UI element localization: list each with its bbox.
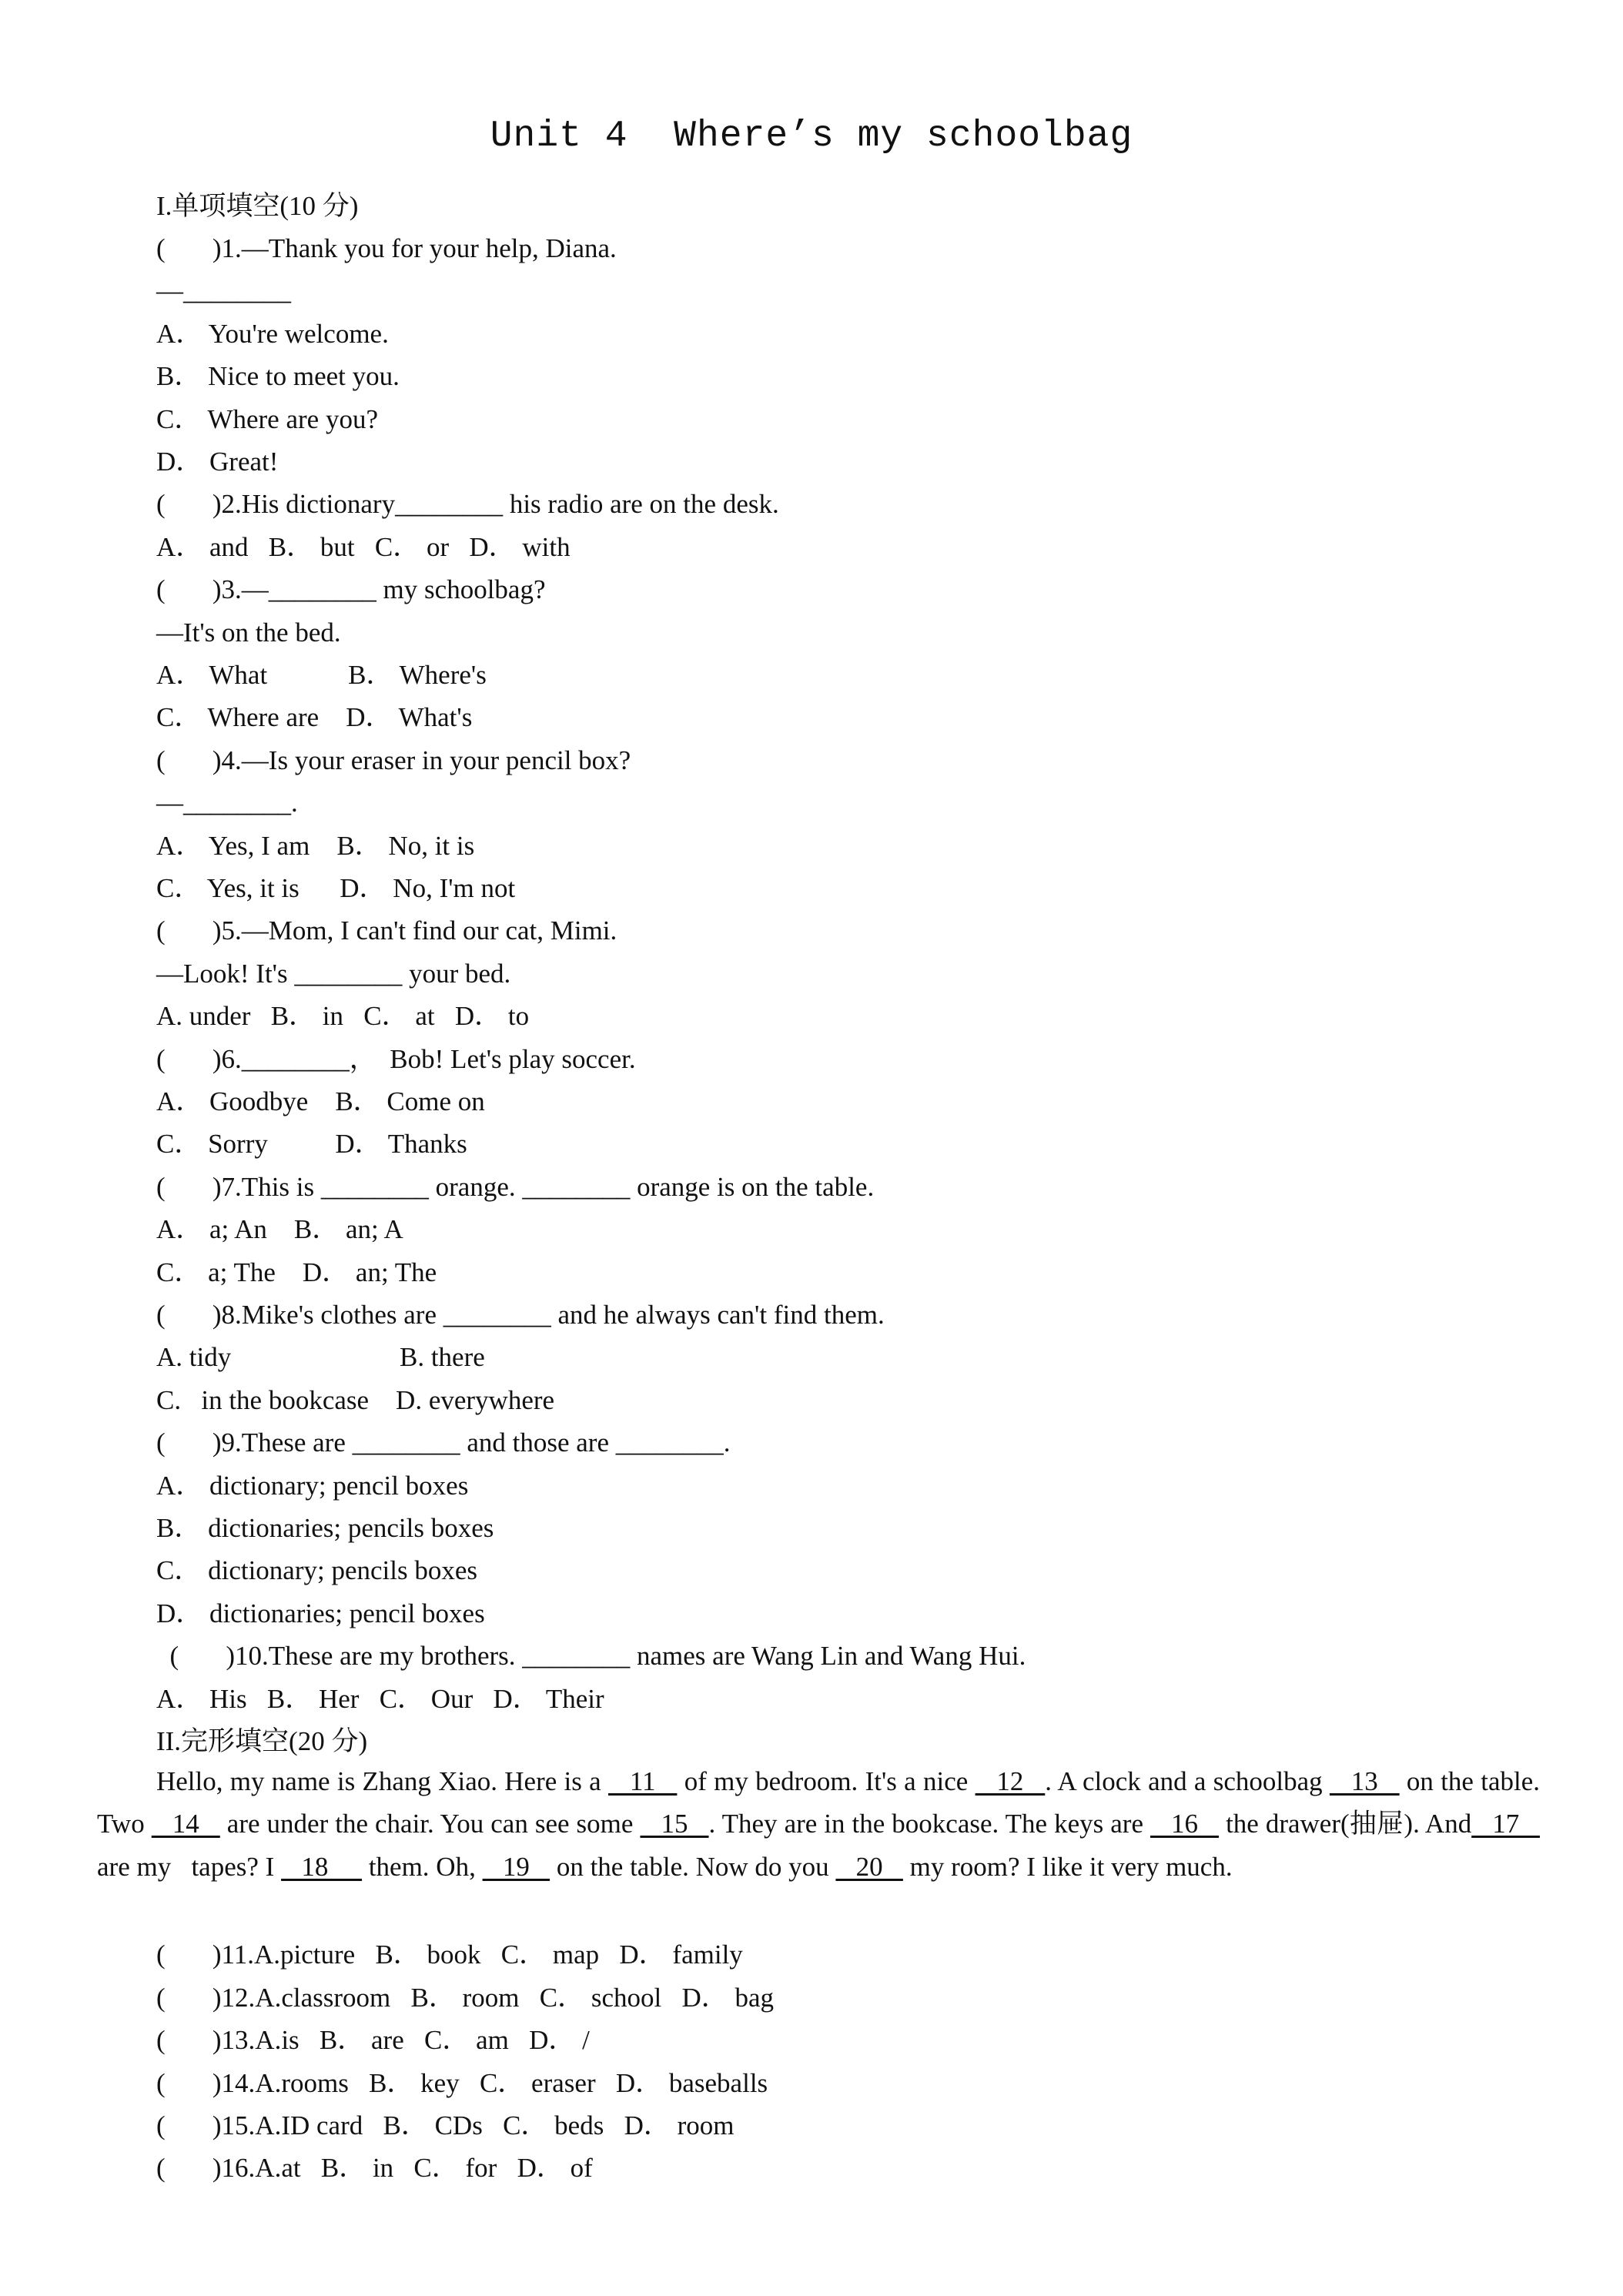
- option-line: C. in the bookcase D. everywhere: [156, 1385, 555, 1415]
- option-line: C． Where are you?: [156, 404, 378, 434]
- option-line: A． Goodbye B． Come on: [156, 1086, 485, 1116]
- question-line: —________: [156, 276, 291, 306]
- question-line: ( )7.This is ________ orange. ________ orange is on the table.: [156, 1172, 875, 1202]
- option-line: D． Great!: [156, 447, 279, 477]
- cloze-passage: [97, 1760, 1540, 1888]
- option-line: A． and B． but C． or D． with: [156, 532, 571, 562]
- cloze-blank: 14: [151, 1809, 220, 1839]
- question-line: ( )15.A.ID card B． CDs C． beds D． room: [156, 2110, 735, 2140]
- option-line: A． His B． Her C． Our D． Their: [156, 1684, 604, 1714]
- passage-text: . A clock and a schoolbag: [1045, 1766, 1330, 1796]
- cloze-blank: 11: [608, 1766, 678, 1796]
- passage-text: the drawer(抽屉). And: [1219, 1809, 1472, 1839]
- page-title: Unit 4 Where’s my schoolbag: [490, 115, 1133, 157]
- question-line: ( )2.His dictionary________ his radio are on the desk.: [156, 489, 779, 519]
- option-line: C． Sorry D． Thanks: [156, 1129, 467, 1159]
- cloze-blank: 15: [640, 1809, 709, 1839]
- option-line: A． dictionary; pencil boxes: [156, 1471, 469, 1501]
- option-line: C． Yes, it is D． No, I'm not: [156, 873, 516, 903]
- option-line: A. tidy B. there: [156, 1342, 485, 1372]
- question-line: —It's on the bed.: [156, 618, 341, 648]
- option-line: A. under B． in C． at D． to: [156, 1001, 530, 1031]
- option-line: B． Nice to meet you.: [156, 361, 400, 391]
- section-2-heading: II.完形填空(20 分): [156, 1726, 368, 1756]
- question-line: ( )3.—________ my schoolbag?: [156, 574, 546, 604]
- passage-text: Hello, my name is Zhang Xiao. Here is a: [156, 1766, 608, 1796]
- question-line: ( )1.—Thank you for your help, Diana.: [156, 233, 617, 263]
- cloze-blank: 20: [835, 1851, 903, 1882]
- option-line: C． dictionary; pencils boxes: [156, 1555, 478, 1585]
- passage-text: on the table. Now do you: [550, 1851, 836, 1882]
- passage-text: them. Oh,: [362, 1851, 483, 1882]
- question-line: ( )12.A.classroom B． room C． school D． bag: [156, 1983, 775, 2013]
- option-line: B． dictionaries; pencils boxes: [156, 1513, 494, 1543]
- question-line: ( )6.________， Bob! Let's play soccer.: [156, 1044, 636, 1074]
- question-line: ( )14.A.rooms B． key C． eraser D． baseballs: [156, 2068, 768, 2098]
- question-line: ( )4.—Is your eraser in your pencil box?: [156, 745, 631, 775]
- passage-text: are under the chair. You can see some: [219, 1809, 641, 1839]
- passage-text: my room? I like it very much.: [902, 1851, 1233, 1882]
- option-line: C． a; The D． an; The: [156, 1257, 437, 1287]
- question-line: ( )5.—Mom, I can't find our cat, Mimi.: [156, 915, 617, 946]
- cloze-blank: 18: [281, 1851, 363, 1882]
- question-line: ( )8.Mike's clothes are ________ and he always can't find them.: [156, 1300, 885, 1330]
- cloze-blank: 16: [1150, 1809, 1220, 1839]
- question-line: —Look! It's ________ your bed.: [156, 959, 511, 989]
- option-line: A． Yes, I am B． No, it is: [156, 831, 475, 861]
- cloze-blank: 12: [975, 1766, 1046, 1796]
- question-line: ( )10.These are my brothers. ________ names are Wang Lin and Wang Hui.: [156, 1641, 1026, 1671]
- passage-text: on the table. Two: [97, 1766, 1541, 1839]
- passage-text: . They are in the bookcase. The keys are: [708, 1809, 1150, 1839]
- section-1-heading: I.单项填空(10 分): [156, 191, 359, 221]
- option-line: A． You're welcome.: [156, 319, 389, 349]
- passage-text: of my bedroom. It's a nice: [677, 1766, 975, 1796]
- cloze-blank: 17: [1471, 1809, 1541, 1839]
- option-line: A． What B． Where's: [156, 660, 487, 690]
- question-line: ( )9.These are ________ and those are ________.: [156, 1427, 731, 1458]
- option-line: A． a; An B． an; A: [156, 1214, 403, 1244]
- cloze-blank: 13: [1329, 1766, 1400, 1796]
- question-line: ( )16.A.at B． in C． for D． of: [156, 2153, 593, 2183]
- cloze-blank: 19: [482, 1851, 550, 1882]
- question-line: ( )13.A.is B． are C． am D． /: [156, 2025, 590, 2055]
- passage-text: are my tapes? I: [97, 1851, 282, 1882]
- question-line: ( )11.A.picture B． book C． map D． family: [156, 1940, 743, 1970]
- question-line: —________.: [156, 788, 298, 818]
- option-line: D． dictionaries; pencil boxes: [156, 1598, 485, 1628]
- option-line: C． Where are D． What's: [156, 702, 473, 732]
